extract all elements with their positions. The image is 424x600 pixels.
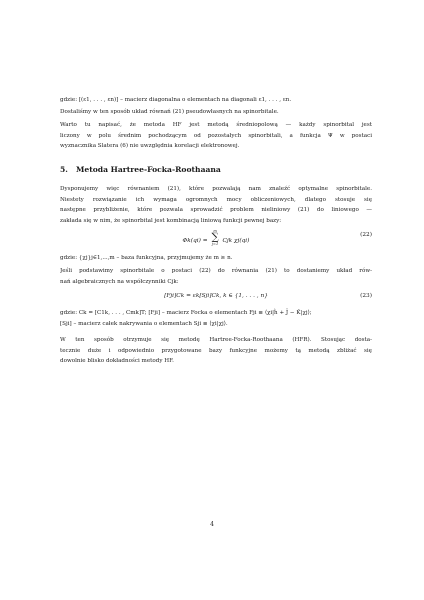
text-line: Jeśli podstawimy spinorbitale o postaci (22) do równania (21) to dostaniemy układ rów- [60,268,372,274]
text-line: liczony w polu średnim pochodzącym od pozostałych spinorbitali, a funkcja Ψ w postaci [60,132,372,139]
equation-23 [60,293,372,307]
text-line: Warto tu napisać, że metoda HF jest metodą średniopolową — każdy spinorbital jest [60,122,372,128]
matrix-definition-text [60,95,372,106]
equation-body [60,229,372,246]
sum-upper-limit: m [213,229,217,233]
text-line: zakłada się w nim, że spinorbital jest kombinacją liniową funkcji pewnej bazy: [60,217,282,224]
text-line: wyznacznika Slatera (6) nie uwzględnia korelacji elektronowej. [60,143,240,150]
equation-number: (22) [360,232,372,238]
text-line: Dostaliśmy w ten sposób układ równań (21) pseudowłasnych na spinorbitale. [60,109,279,115]
paragraph-substitution [60,266,372,287]
paragraph-intro [60,184,372,226]
paragraph-hfr [60,335,372,367]
text-line: gdzie: {χj}j∈1,...,m – baza funkcyjna, przyjmujemy że m ≥ n. [60,255,233,261]
text-line: Niestety rozwiązanie ich wymaga ogromnych mocy obliczeniowych, dlatego stosuje się [60,196,372,203]
text-line: następne przybliżenie, które pozwala sprowadzić problem nieliniowy (21) do liniowego — [60,207,372,214]
text-line: dowolnie blisko dokładności metody HF. [60,358,174,365]
paragraph-basis [60,253,372,264]
section-heading [60,165,221,174]
equation-lhs: Φk(qi) = [182,238,208,244]
page-number: 4 [210,521,214,528]
text-line: gdzie: Ck = [C1k, . . . , Cmk]T; [Fji] – macierz Focka o elementach Fji ≡ ⟨χi|ĥ + Ĵ − K̂|χj⟩; [60,310,312,316]
text-line: tecznie duże i odpowiednio przygotowane bazy funkcyjne możemy tą metodą zbliżać się [60,347,372,354]
equation-number: (23) [360,293,372,299]
text-line: W ten sposób otrzymuje się metodę Hartree-Focka-Roothaana (HFR). Stosując dosta- [60,337,372,343]
section-title: Metoda Hartree-Focka-Roothaana [76,165,221,174]
sum-lower-limit: j=1 [211,242,219,246]
paragraph-matrices [60,308,372,329]
paragraph-mean-field [60,120,372,152]
equation-rhs: Cjk χj(qi) [222,238,250,244]
sum-sign: ∑ [211,232,219,243]
summation [211,229,218,246]
text-line: nań algebraicznych na współczynniki Cjk: [60,278,179,285]
section-number: 5. [60,165,68,174]
paragraph-pseudo-eigen [60,107,372,118]
equation-body: [Fji]Ck = εk[Sji]Ck, k ∈ {1, . . . , n} [164,293,268,299]
text-line: [Sji] – macierz całek nakrywania o elementach Sji ≡ ⟨χi|χj⟩. [60,320,228,327]
text-line: gdzie: [(ε1, . . . , εn)] – macierz diagonalna o elementach na diagonali ε1, . . . , εn. [60,97,292,103]
text-line: Dysponujemy więc równaniem (21), które pozwalają nam znaleźć optymalne spinorbitale. [60,186,372,192]
equation-22 [60,225,372,247]
